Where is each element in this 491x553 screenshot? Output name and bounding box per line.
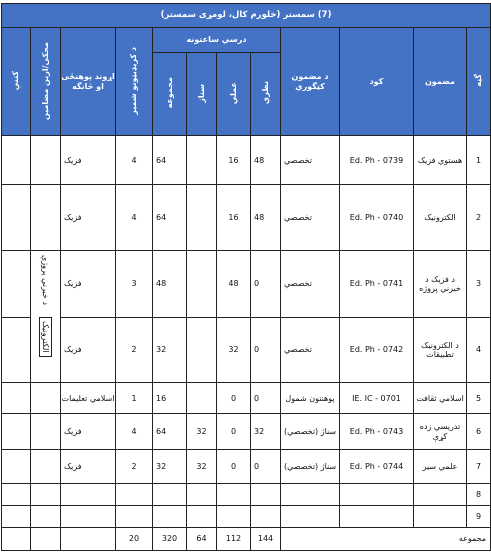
header-hours-group: درسي ساعتونه: [153, 27, 281, 52]
cell-practical: 32: [217, 317, 251, 383]
cell-notes: [2, 527, 31, 550]
cell-category: تخصصي: [281, 136, 340, 185]
cell-seminar: [187, 317, 217, 383]
cell-subject: هستوي فزیک: [414, 136, 467, 185]
cell-offering: [31, 506, 61, 528]
cell-credits: 4: [116, 414, 153, 449]
cell-code: Ed. Ph - 0740: [340, 185, 414, 251]
cell-seminar: [187, 185, 217, 251]
cell-seminar: 32: [187, 414, 217, 449]
totals-label: مجموعه: [281, 527, 491, 550]
totals-row: [2, 527, 491, 550]
cell-total: [153, 506, 187, 528]
header-notes: کتنې: [2, 27, 31, 135]
cell-practical: 48: [217, 250, 251, 317]
cell-seminar: 32: [187, 449, 217, 483]
total-hours: 320: [153, 527, 187, 550]
cell-credits: 2: [116, 449, 153, 483]
cell-category: سناژ (تخصصي): [281, 449, 340, 483]
cell-num: 7: [467, 449, 491, 483]
cell-related: [61, 506, 116, 528]
cell-notes: [2, 136, 31, 185]
cell-practical: 0: [217, 383, 251, 414]
cell-code: Ed. Ph - 0742: [340, 317, 414, 383]
cell-theory: 0: [251, 383, 281, 414]
cell-offering: [31, 449, 61, 483]
cell-related: فزیک: [61, 449, 116, 483]
cell-num: 9: [467, 506, 491, 528]
cell-category: پوهنتون شمول: [281, 383, 340, 414]
cell-related: فزیک: [61, 185, 116, 251]
cell-subject: [414, 506, 467, 528]
cell-notes: [2, 414, 31, 449]
table-row: [2, 136, 491, 185]
cell-num: 3: [467, 250, 491, 317]
header-theory: نظري: [251, 52, 281, 135]
cell-seminar: [187, 250, 217, 317]
header-seminar: سناژ: [187, 52, 217, 135]
table-row: [2, 185, 491, 251]
cell-code: IE. IC - 0701: [340, 383, 414, 414]
cell-category: تخصصي: [281, 185, 340, 251]
cell-related: فزیک: [61, 414, 116, 449]
header-practical: عملي: [217, 52, 251, 135]
header-subject: مضمون: [414, 27, 467, 135]
cell-offering: [31, 185, 61, 251]
cell-seminar: [187, 136, 217, 185]
cell-practical: 0: [217, 414, 251, 449]
cell-total: 16: [153, 383, 187, 414]
cell-num: 8: [467, 484, 491, 506]
table-row: [2, 484, 491, 506]
cell-credits: [116, 484, 153, 506]
total-theory: 144: [251, 527, 281, 550]
cell-related: [61, 527, 116, 550]
cell-theory: 32: [251, 414, 281, 449]
cell-offering: [31, 484, 61, 506]
cell-category: تخصصي: [281, 250, 340, 317]
cell-subject: علمي سير: [414, 449, 467, 483]
cell-code: [340, 484, 414, 506]
header-category: د مضمون کټگوري: [281, 27, 340, 135]
cell-practical: 0: [217, 449, 251, 483]
header-code: کود: [340, 27, 414, 135]
header-row-1: [2, 27, 491, 52]
cell-theory: 48: [251, 136, 281, 185]
cell-practical: [217, 506, 251, 528]
cell-offering: [31, 383, 61, 414]
cell-category: [281, 484, 340, 506]
cell-theory: [251, 506, 281, 528]
header-credits: د کریډیټونو شمیر: [116, 27, 153, 135]
total-credits: 20: [116, 527, 153, 550]
table-row: [2, 250, 491, 317]
cell-num: 1: [467, 136, 491, 185]
semester-title: (7) سمستر (خلورم کال، لومړی سمستر): [2, 4, 491, 28]
cell-subject: تدریسي زده کړې: [414, 414, 467, 449]
cell-subject: [414, 484, 467, 506]
cell-offering-merged: [31, 250, 61, 382]
cell-seminar: [187, 383, 217, 414]
cell-seminar: [187, 506, 217, 528]
cell-num: 4: [467, 317, 491, 383]
cell-related: اسلامي تعلیمات: [61, 383, 116, 414]
header-total: مجموعه: [153, 52, 187, 135]
table-row: [2, 414, 491, 449]
cell-offering: [31, 414, 61, 449]
title-row: [2, 4, 491, 28]
total-seminar: 64: [187, 527, 217, 550]
cell-related: فزیک: [61, 317, 116, 383]
cell-practical: 16: [217, 185, 251, 251]
cell-code: Ed. Ph - 0741: [340, 250, 414, 317]
cell-total: 48: [153, 250, 187, 317]
cell-category: تخصصي: [281, 317, 340, 383]
cell-practical: 16: [217, 136, 251, 185]
cell-notes: [2, 449, 31, 483]
cell-total: 64: [153, 136, 187, 185]
cell-related: فزیک: [61, 250, 116, 317]
curriculum-table: [1, 3, 491, 551]
cell-num: 5: [467, 383, 491, 414]
cell-notes: [2, 383, 31, 414]
cell-notes: [2, 317, 31, 383]
cell-offering: [31, 136, 61, 185]
cell-credits: 4: [116, 136, 153, 185]
cell-credits: 4: [116, 185, 153, 251]
cell-category: [281, 506, 340, 528]
header-offering-dept: محکی/ارین مضامین: [31, 27, 61, 135]
note-electronics: الکترونیک: [39, 317, 52, 357]
cell-theory: 0: [251, 317, 281, 383]
cell-credits: [116, 506, 153, 528]
cell-practical: [217, 484, 251, 506]
note-research-project: د خبرني پروژې: [41, 254, 51, 305]
cell-subject: اسلامي ثقافت: [414, 383, 467, 414]
cell-notes: [2, 484, 31, 506]
header-num: گڼه: [467, 27, 491, 135]
cell-credits: 3: [116, 250, 153, 317]
cell-subject: الکترونیک: [414, 185, 467, 251]
cell-category: سناژ (تخصصي): [281, 414, 340, 449]
cell-seminar: [187, 484, 217, 506]
cell-notes: [2, 506, 31, 528]
cell-total: 64: [153, 414, 187, 449]
cell-related: فزیک: [61, 136, 116, 185]
cell-total: [153, 484, 187, 506]
cell-num: 2: [467, 185, 491, 251]
cell-theory: [251, 484, 281, 506]
cell-code: [340, 506, 414, 528]
cell-total: 32: [153, 317, 187, 383]
cell-subject: د الکترونیک تطبیقات: [414, 317, 467, 383]
cell-subject: د فزیک د خبرني پروژه: [414, 250, 467, 317]
cell-code: Ed. Ph - 0739: [340, 136, 414, 185]
cell-related: [61, 484, 116, 506]
table-row: [2, 383, 491, 414]
cell-total: 32: [153, 449, 187, 483]
cell-credits: 1: [116, 383, 153, 414]
cell-theory: 0: [251, 250, 281, 317]
cell-credits: 2: [116, 317, 153, 383]
table-row: [2, 317, 491, 383]
cell-offering: [31, 527, 61, 550]
cell-total: 64: [153, 185, 187, 251]
cell-notes: [2, 250, 31, 317]
cell-code: Ed. Ph - 0744: [340, 449, 414, 483]
cell-theory: 0: [251, 449, 281, 483]
cell-notes: [2, 185, 31, 251]
cell-theory: 48: [251, 185, 281, 251]
table-row: [2, 449, 491, 483]
total-practical: 112: [217, 527, 251, 550]
cell-num: 6: [467, 414, 491, 449]
table-row: [2, 506, 491, 528]
cell-code: Ed. Ph - 0743: [340, 414, 414, 449]
header-related-dept: اړوند پوهنځی او څانگه: [61, 27, 116, 135]
